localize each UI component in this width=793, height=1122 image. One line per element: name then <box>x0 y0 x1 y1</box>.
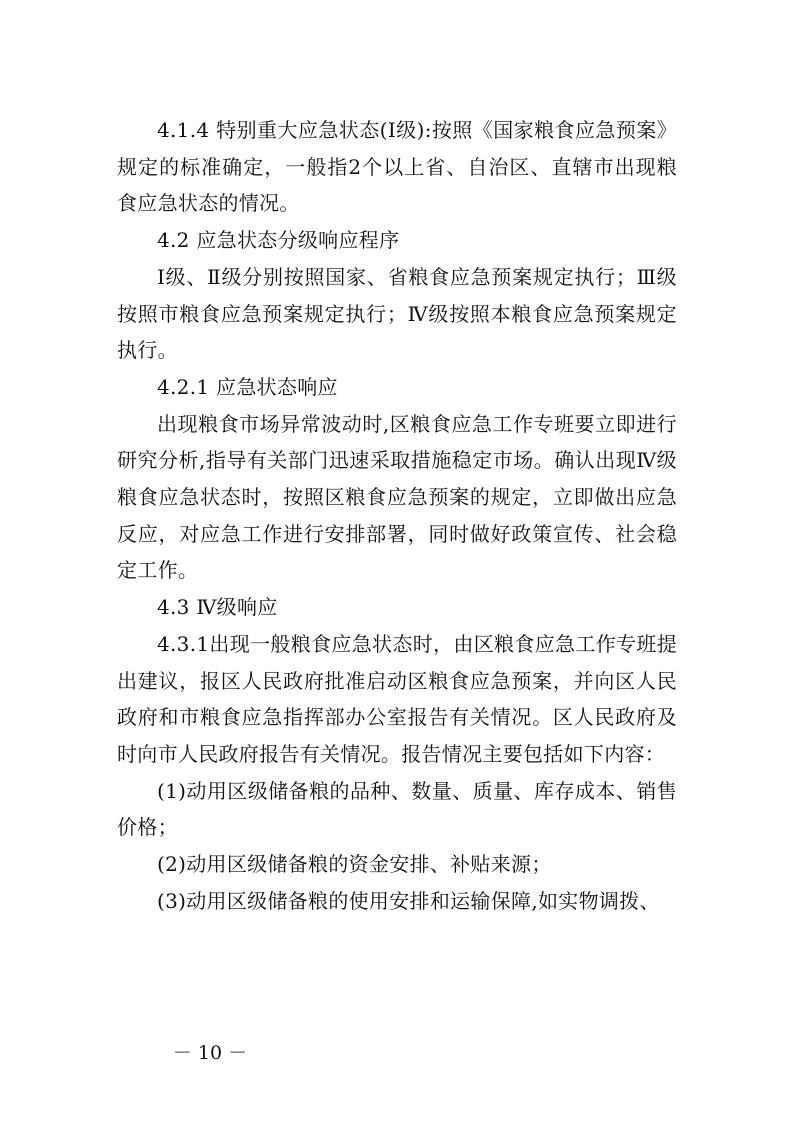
paragraph-4-1-4: 4.1.4 特别重大应急状态(Ⅰ级):按照《国家粮食应急预案》规定的标准确定，一般指2个以上省、自治区、直辖市出现粮食应急状态的情况。 <box>117 118 677 216</box>
list-item-1: (1)动用区级储备粮的品种、数量、质量、库存成本、销售价格； <box>117 778 677 840</box>
list-item-3: (3)动用区级储备粮的使用安排和运输保障,如实物调拨、 <box>157 888 660 913</box>
document-page <box>117 112 677 919</box>
paragraph-4-3-1: 4.3.1出现一般粮食应急状态时，由区粮食应急工作专班提出建议，报区人民政府批准启动区粮食应急预案，并向区人民政府和市粮食应急指挥部办公室报告有关情况。区人民政府及时向市人民政府报告有关情况。报告情况主要包括如下内容： <box>117 631 677 766</box>
paragraph-market-fluctuation: 出现粮食市场异常波动时,区粮食应急工作专班要立即进行研究分析,指导有关部门迅速采取措施稳定市场。确认出现Ⅳ级粮食应急状态时，按照区粮食应急预案的规定，立即做出应急反应，对应急工作进行安排部署，同时做好政策宣传、社会稳定工作。 <box>117 411 677 583</box>
page-number: － 10 － <box>172 1042 248 1064</box>
heading-4-2-1: 4.2.1 应急状态响应 <box>157 374 338 399</box>
heading-4-3: 4.3 Ⅳ级响应 <box>157 595 278 620</box>
list-item-2: (2)动用区级储备粮的资金安排、补贴来源； <box>157 852 552 877</box>
paragraph-response-levels: Ⅰ级、Ⅱ级分别按照国家、省粮食应急预案规定执行；Ⅲ级按照市粮食应急预案规定执行；Ⅳ级按照本粮食应急预案规定执行。 <box>117 264 677 363</box>
heading-4-2: 4.2 应急状态分级响应程序 <box>157 228 400 253</box>
